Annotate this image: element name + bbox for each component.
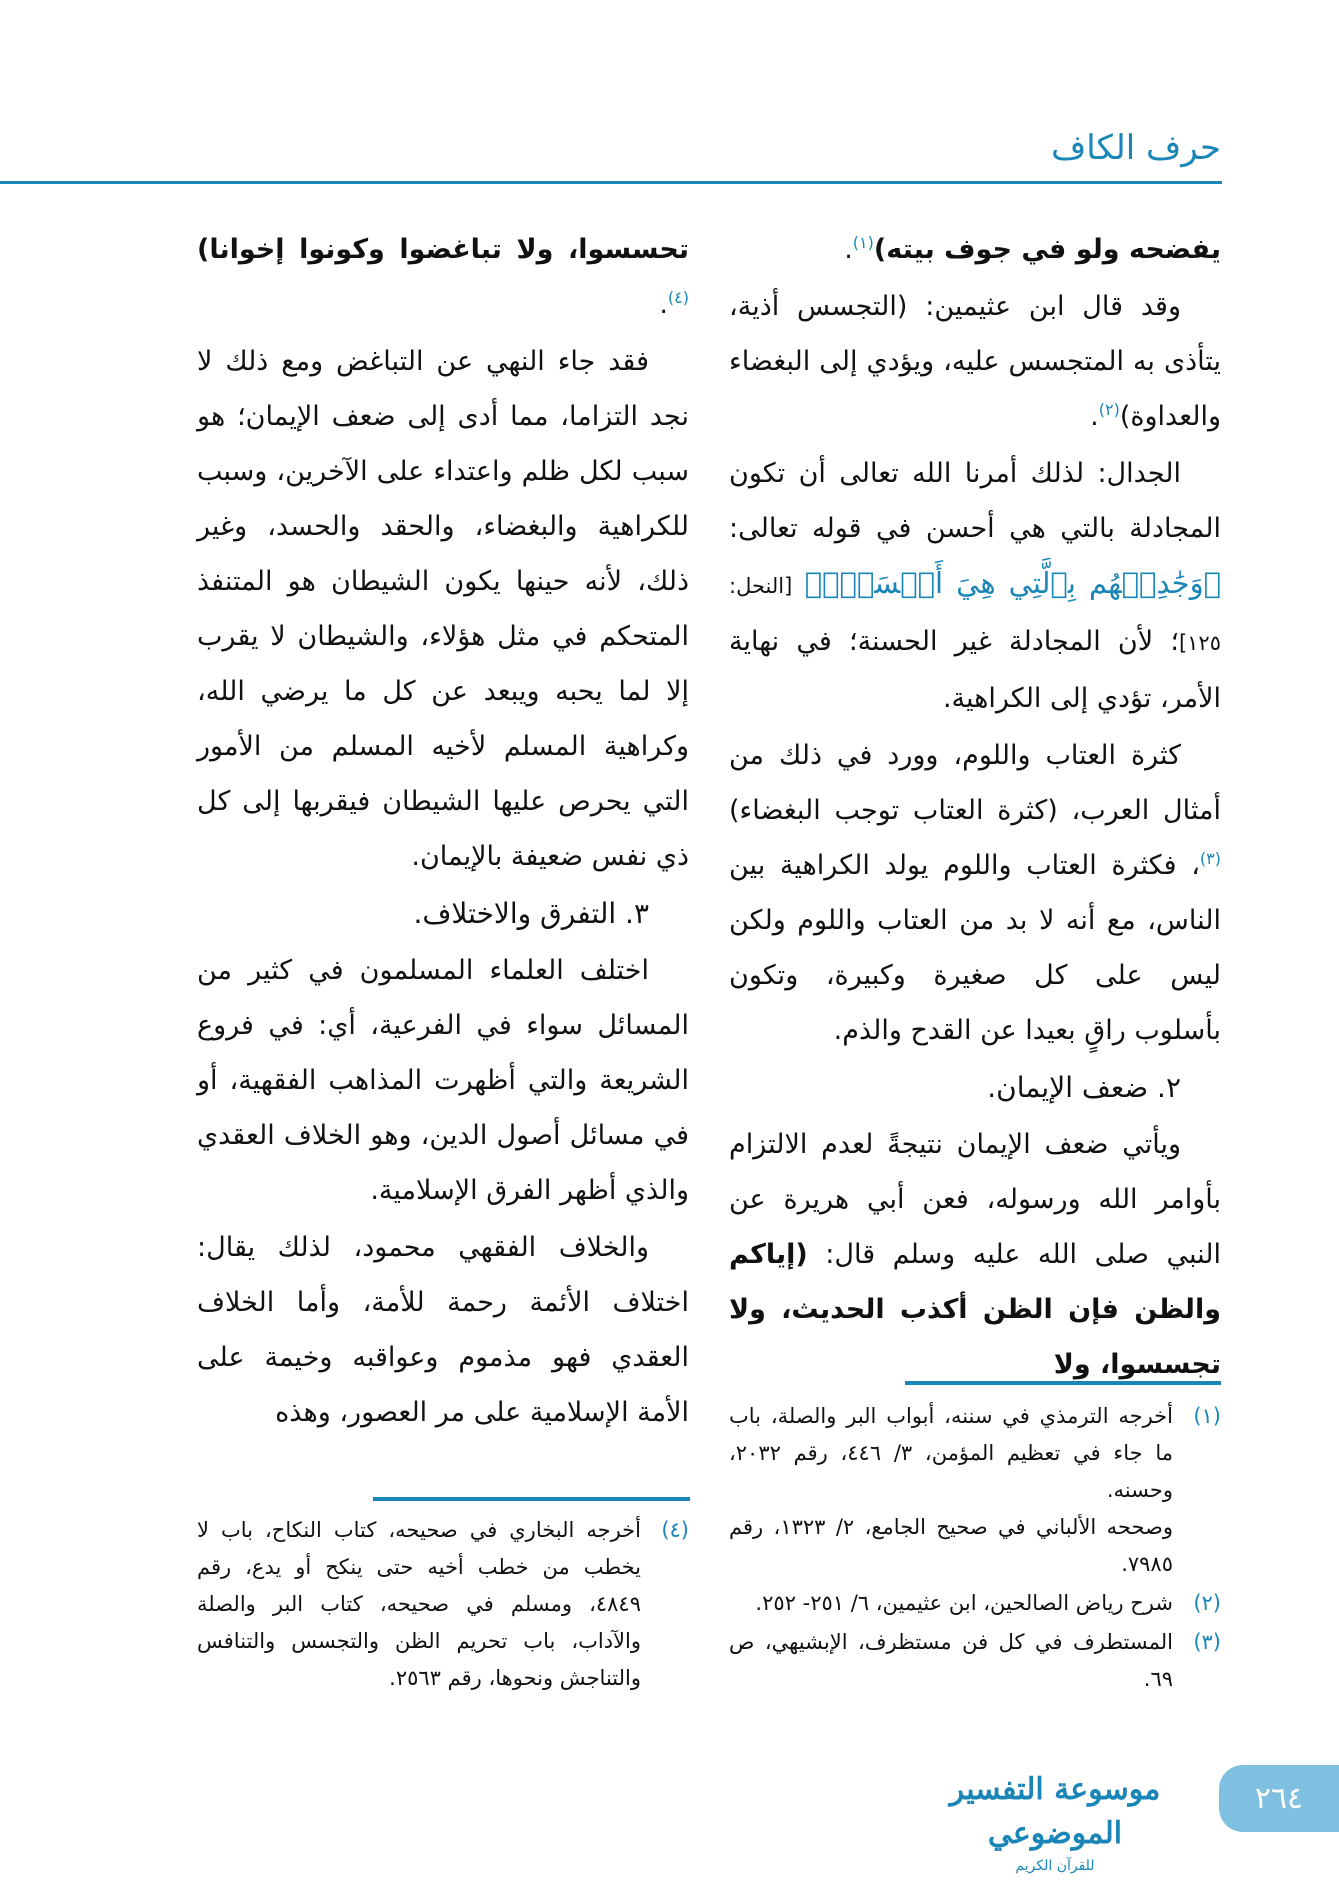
footnote-divider <box>373 1497 690 1501</box>
footnote-text: المستطرف في كل فن مستظرف، الإبشيهي، ص ٦٩. <box>729 1630 1173 1691</box>
encyclopedia-logo <box>930 1768 1180 1874</box>
section-heading: ٣. التفرق والاختلاف. <box>413 897 649 930</box>
punctuation: . <box>659 289 668 320</box>
chapter-title: حرف الكاف <box>1050 128 1221 168</box>
paragraph <box>197 222 689 332</box>
hadith-text: (إياكم والظن فإن الظن أكذب الحديث، ولا تجسسوا، ولا <box>729 1239 1221 1380</box>
section-heading: ٢. ضعف الإيمان. <box>987 1071 1181 1104</box>
paragraph <box>729 1117 1221 1392</box>
footnote <box>729 1398 1221 1583</box>
punctuation: . <box>844 234 853 265</box>
footnote-number: (٤) <box>661 1518 689 1542</box>
hadith-text: يفضحه ولو في جوف بيته) <box>873 234 1221 265</box>
logo-subtitle: للقرآن الكريم <box>1015 1858 1095 1874</box>
page-number: ٢٦٤ <box>1219 1765 1339 1832</box>
footnotes-right <box>729 1398 1221 1700</box>
paragraph <box>729 279 1221 444</box>
footnote-text: أخرجه الترمذي في سننه، أبواب البر والصلة، باب ما جاء في تعظيم المؤمن، ٣/ ٤٤٦، رقم ٢٠٣٢، وحسنه. <box>729 1404 1173 1502</box>
footnote-text: وصححه الألباني في صحيح الجامع، ٢/ ١٣٢٣، رقم ٧٩٨٥. <box>729 1515 1173 1576</box>
footnote-divider <box>905 1381 1221 1385</box>
footnote-number: (٢) <box>1193 1591 1221 1615</box>
paragraph-text: ، فكثرة العتاب واللوم يولد الكراهية بين الناس، مع أنه لا بد من العتاب واللوم ولكن ليس على كل صغيرة وكبيرة، وتكون بأسلوب راقٍ بعيدا عن القدح والذم. <box>729 850 1221 1046</box>
punctuation: . <box>1090 401 1099 432</box>
footnote-number: (٣) <box>1193 1630 1221 1654</box>
paragraph: فقد جاء النهي عن التباغض ومع ذلك لا نجد التزاما، مما أدى إلى ضعف الإيمان؛ هو سبب لكل ظلم واعتداء على الآخرين، وسبب للكراهية والبغضاء، والحقد والحسد، وغير ذلك، لأنه حينها يكون الشيطان هو المتنفذ المتحكم في مثل هؤلاء، والشيطان لا يقرب إلا لما يحبه ويبعد عن كل ما يرضي الله، وكراهية المسلم لأخيه المسلم من الأمور التي يحرص عليها الشيطان فيقربها إلى كل ذي نفس ضعيفة بالإيمان. <box>197 346 689 872</box>
footnote <box>729 1585 1221 1622</box>
left-column <box>197 222 689 1442</box>
footnote-ref[interactable]: (٢) <box>1098 400 1120 419</box>
verse-citation: [النحل: ١٢٥] <box>729 574 1221 655</box>
footnote-number: (١) <box>1193 1404 1221 1428</box>
paragraph-text: ويأتي ضعف الإيمان نتيجةً لعدم الالتزام بأوامر الله ورسوله، فعن أبي هريرة عن النبي صلى الله عليه وسلم قال: <box>729 1129 1221 1270</box>
footnote-text: شرح رياض الصالحين، ابن عثيمين، ٦/ ٢٥١- ٢٥٢. <box>755 1591 1173 1615</box>
footnotes-left <box>197 1512 689 1699</box>
paragraph: اختلف العلماء المسلمون في كثير من المسائل سواء في الفرعية، أي: في فروع الشريعة والتي أظهرت المذاهب الفقهية، أو في مسائل أصول الدين، وهو الخلاف العقدي والذي أظهر الفرق الإسلامية. <box>197 955 689 1206</box>
paragraph <box>729 728 1221 1058</box>
paragraph-text: كثرة العتاب واللوم، وورد في ذلك من أمثال العرب، (كثرة العتاب توجب البغضاء) <box>729 740 1221 826</box>
footnote-text: أخرجه البخاري في صحيحه، كتاب النكاح، باب لا يخطب من خطب أخيه حتى ينكح أو يدع، رقم ٤٨٤٩، ومسلم في صحيحه، كتاب البر والصلة والآداب، باب تحريم الظن والتجسس والتنافس والتناجش ونحوها، رقم ٢٥٦٣. <box>197 1518 641 1690</box>
paragraph-text: الجدال: لذلك أمرنا الله تعالى أن تكون المجادلة بالتي هي أحسن في قوله تعالى: <box>729 458 1221 544</box>
paragraph <box>729 222 1221 277</box>
paragraph: والخلاف الفقهي محمود، لذلك يقال: اختلاف الأئمة رحمة للأمة، وأما الخلاف العقدي فهو مذموم وعواقبه وخيمة على الأمة الإسلامية على مر العصور، وهذه <box>197 1232 689 1428</box>
logo-title: موسوعة التفسير الموضوعي <box>949 1772 1161 1851</box>
paragraph-text: وقد قال ابن عثيمين: (التجسس أذية، يتأذى به المتجسس عليه، ويؤدي إلى البغضاء والعداوة) <box>729 291 1221 432</box>
footnote-ref[interactable]: (٣) <box>1199 849 1221 868</box>
footnote-ref[interactable]: (١) <box>852 233 874 252</box>
footnote-ref[interactable]: (٤) <box>667 288 689 307</box>
paragraph <box>729 446 1221 726</box>
footnote <box>197 1512 689 1697</box>
header-divider <box>0 181 1222 184</box>
hadith-text: تحسسوا، ولا تباغضوا وكونوا إخوانا) <box>197 234 689 265</box>
right-column <box>729 222 1221 1394</box>
footnote <box>729 1624 1221 1698</box>
paragraph-text: ؛ لأن المجادلة غير الحسنة؛ في نهاية الأمر، تؤدي إلى الكراهية. <box>729 626 1221 714</box>
quran-verse: ﴿وَجَٰدِلۡهُم بِٱلَّتِي هِيَ أَحۡسَنُۚ﴾ <box>804 566 1221 600</box>
